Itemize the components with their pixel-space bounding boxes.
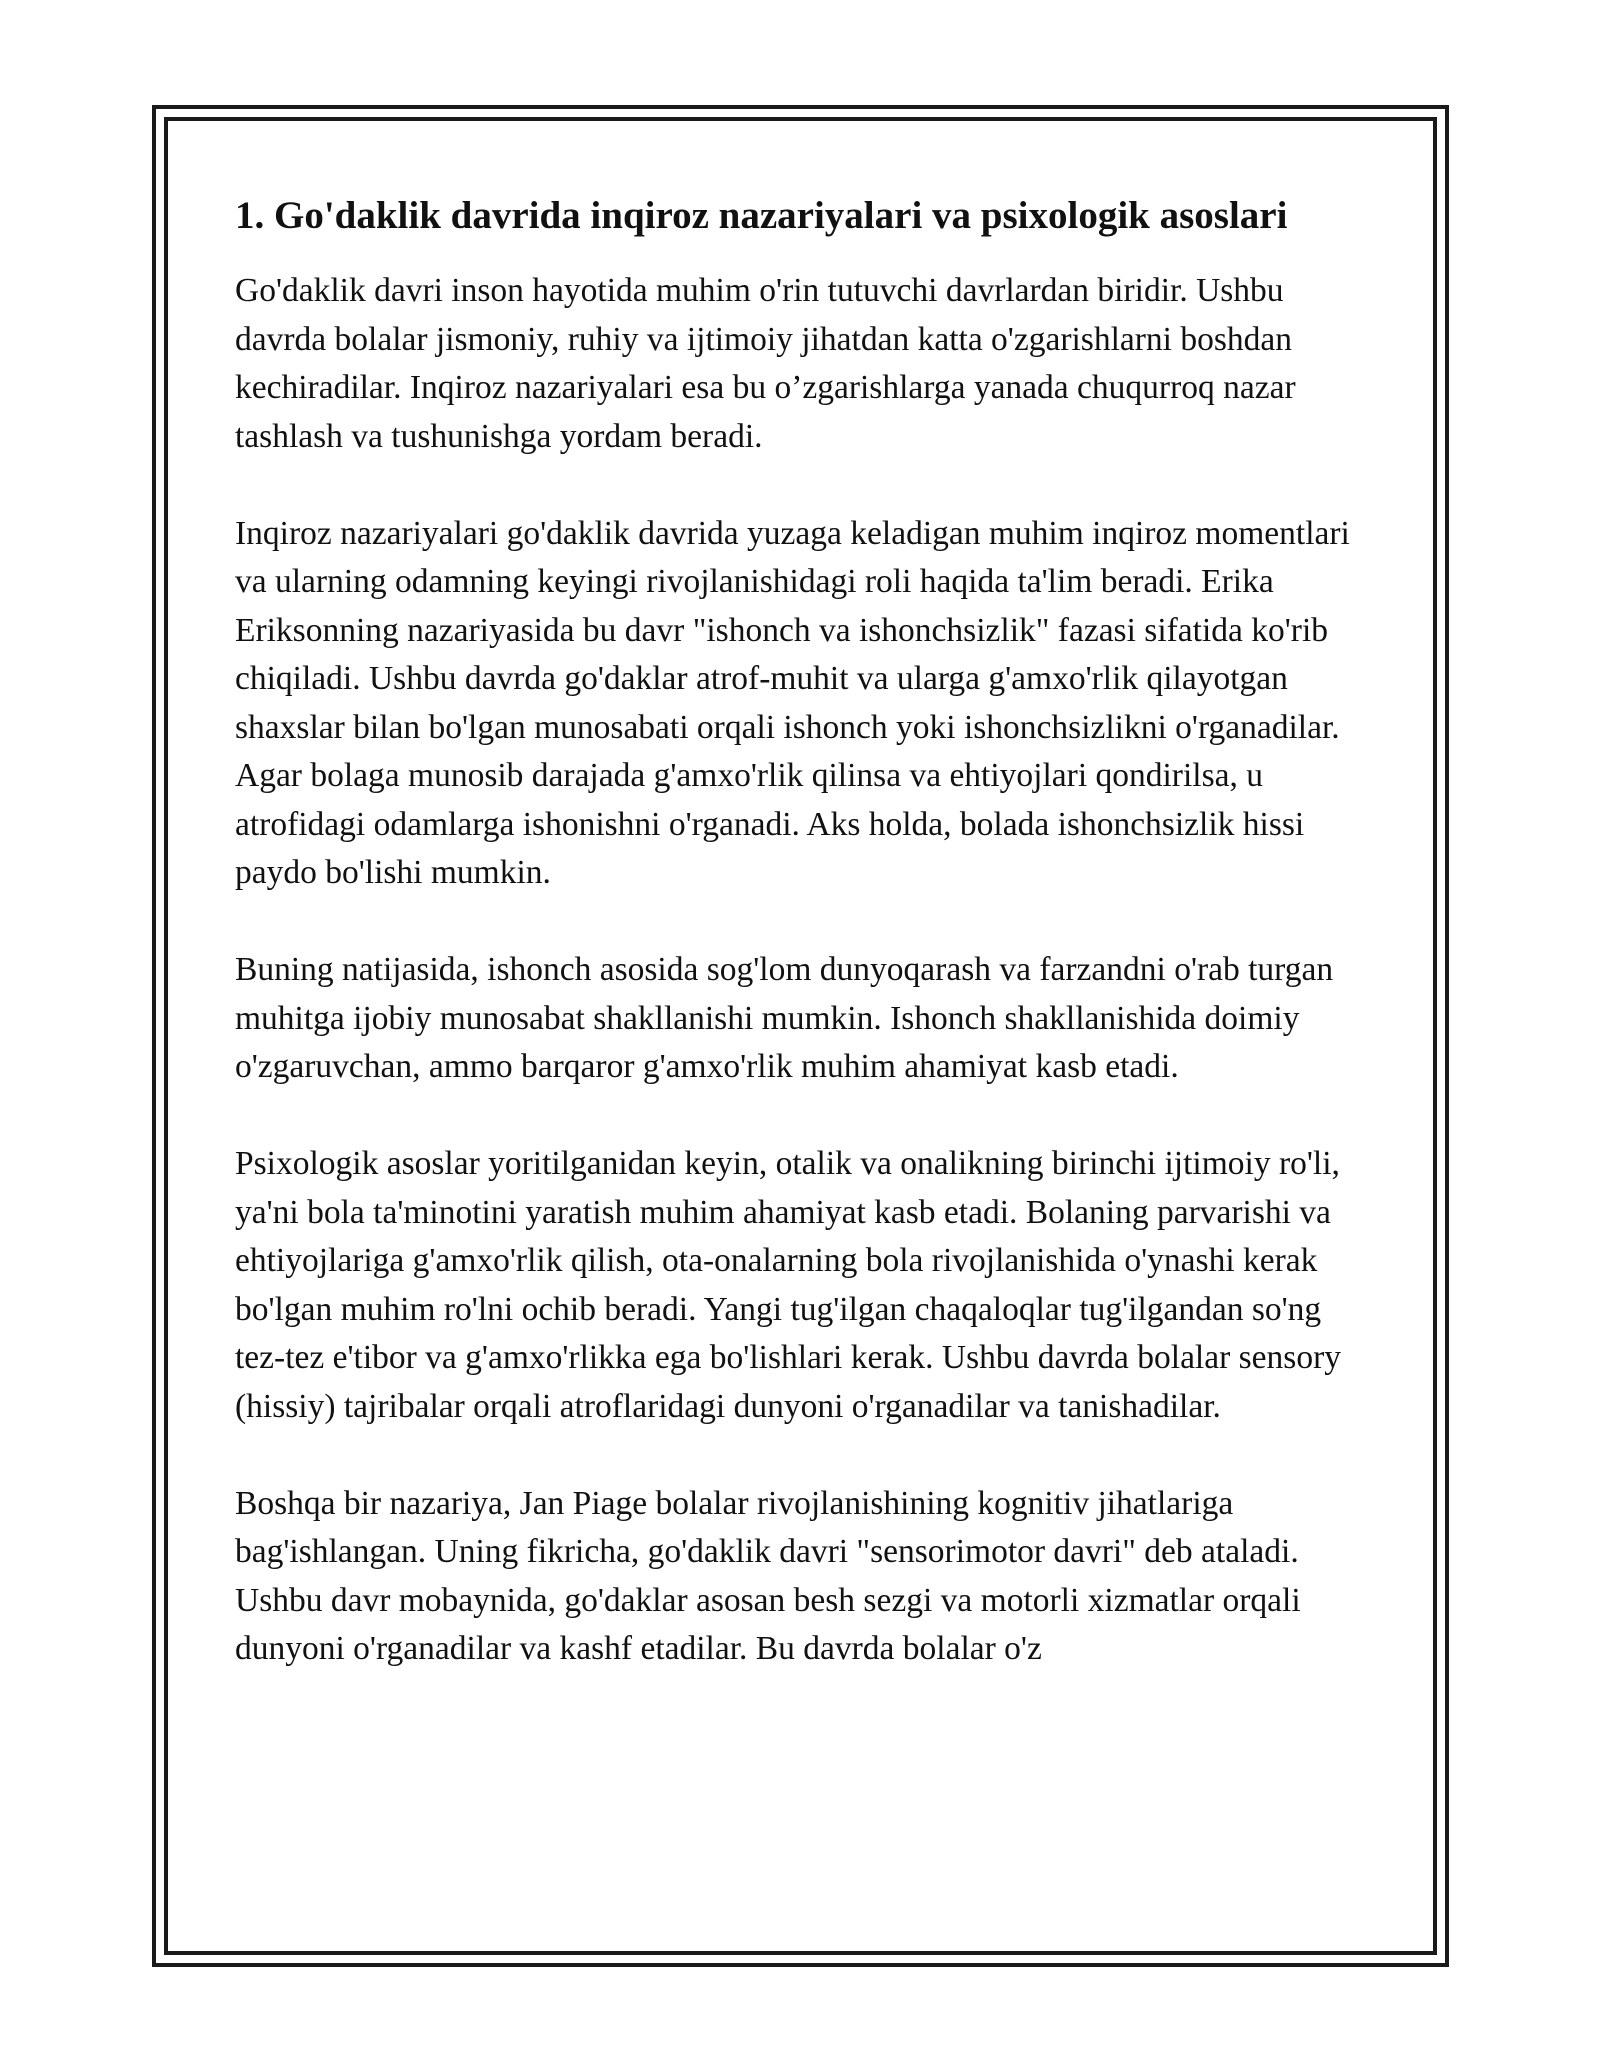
paragraph-1: Go'daklik davri inson hayotida muhim o'rin tutuvchi davrlardan biridir. Ushbu davrda bolalar jismoniy, ruhiy va ijtimoiy jihatdan katta o'zgarishlarni boshdan kechiradilar. Inqiroz nazariyalari esa bu o’zgarishlarga yanada chuqurroq nazar tashlash va tushunishga yordam beradi.: [235, 272, 1296, 455]
paragraph-4: Psixologik asoslar yoritilganidan keyin, otalik va onalikning birinchi ijtimoiy ro'li, ya'ni bola ta'minotini yaratish muhim ahamiyat kasb etadi. Bolaning parvarishi va ehtiyojlariga g'amxo'rlik qilish, ota-onalarning bola rivojlanishida o'ynashi kerak bo'lgan muhim ro'lni ochib beradi. Yangi tug'ilgan chaqaloqlar tug'ilgandan so'ng tez-tez e'tibor va g'amxo'rlikka ega bo'lishlari kerak. Ushbu davrda bolalar sensory (hissiy) tajribalar orqali atroflaridagi dunyoni o'rganadilar va tanishadilar.: [235, 1145, 1341, 1425]
paragraph-5: Boshqa bir nazariya, Jan Piage bolalar rivojlanishining kognitiv jihatlariga bag'ishlangan. Uning fikricha, go'daklik davri "sensorimotor davri" deb ataladi. Ushbu davr mobaynida, go'daklar asosan besh sezgi va motorli xizmatlar orqali dunyoni o'rganadilar va kashf etadilar. Bu davrda bolalar o'z: [235, 1484, 1301, 1667]
document-title: 1. Go'daklik davrida inqiroz nazariyalari va psixologik asoslari: [235, 194, 1288, 237]
document-body: [235, 188, 1375, 1674]
paragraph-3: Buning natijasida, ishonch asosida sog'lom dunyoqarash va farzandni o'rab turgan muhitga ijobiy munosabat shakllanishi mumkin. Ishonch shakllanishida doimiy o'zgaruvchan, ammo barqaror g'amxo'rlik muhim ahamiyat kasb etadi.: [235, 951, 1334, 1085]
paragraph-2: Inqiroz nazariyalari go'daklik davrida yuzaga keladigan muhim inqiroz momentlari va ularning odamning keyingi rivojlanishidagi roli haqida ta'lim beradi. Erika Eriksonning nazariyasida bu davr "ishonch va ishonchsizlik" fazasi sifatida ko'rib chiqiladi. Ushbu davrda go'daklar atrof-muhit va ularga g'amxo'rlik qilayotgan shaxslar bilan bo'lgan munosabati orqali ishonch yoki ishonchsizlikni o'rganadilar. Agar bolaga munosib darajada g'amxo'rlik qilinsa va ehtiyojlari qondirilsa, u atrofidagi odamlarga ishonishni o'rganadi. Aks holda, bolada ishonchsizlik hissi paydo bo'lishi mumkin.: [235, 514, 1350, 891]
